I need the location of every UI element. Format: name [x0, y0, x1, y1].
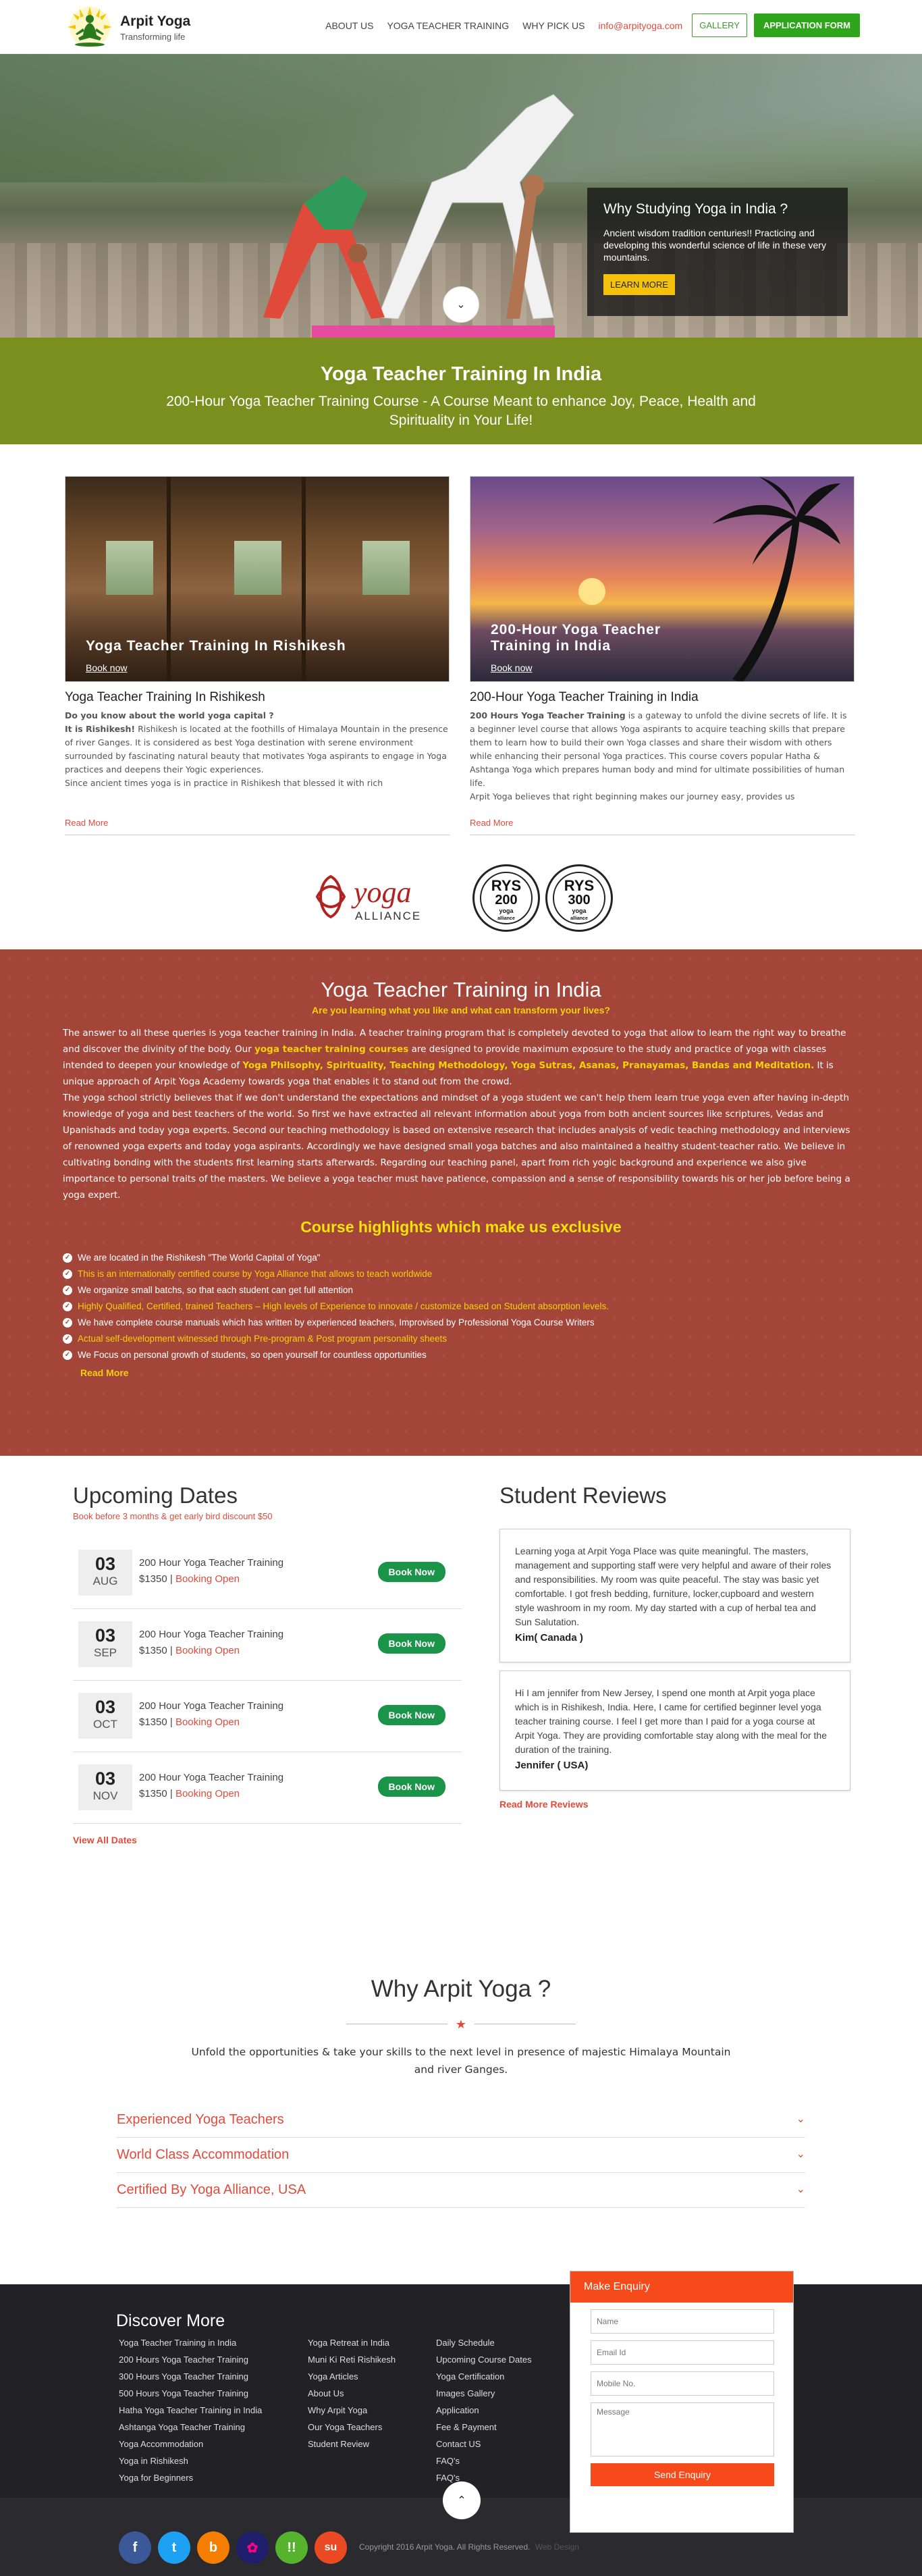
highlight-text: We Focus on personal growth of students, so open yourself for countless opportunities	[78, 1350, 427, 1360]
application-form-button[interactable]: APPLICATION FORM	[754, 14, 860, 37]
check-icon: ✓	[63, 1350, 72, 1360]
check-icon: ✓	[63, 1253, 72, 1263]
accordion-accommodation[interactable]	[117, 2138, 805, 2173]
why-arpit-yoga	[0, 1915, 922, 2284]
nav-email-link[interactable]: info@arpityoga.com	[598, 20, 683, 31]
learn-more-button[interactable]: LEARN MORE	[603, 274, 675, 295]
highlight-item	[63, 1282, 859, 1298]
footer-link[interactable]: Yoga Retreat in India	[308, 2338, 389, 2348]
footer-link[interactable]: 500 Hours Yoga Teacher Training	[119, 2388, 249, 2398]
rys-org: yoga	[499, 908, 514, 914]
date-badge	[78, 1764, 132, 1810]
training-banner	[0, 338, 922, 444]
date-day: 03	[94, 1625, 116, 1646]
section-paragraph	[63, 1025, 859, 1203]
nav-yoga-teacher-training[interactable]: YOGA TEACHER TRAINING	[387, 20, 510, 31]
accordion-label: Experienced Yoga Teachers	[117, 2112, 284, 2127]
card-question: Do you know about the world yoga capital ?	[65, 710, 274, 720]
footer-link[interactable]: Yoga in Rishikesh	[119, 2456, 188, 2466]
book-now-link[interactable]: Book now	[86, 662, 128, 673]
date-badge	[78, 1550, 132, 1596]
rys-org-sub: alliance	[497, 916, 515, 921]
highlight-item	[63, 1298, 859, 1315]
book-now-button[interactable]: Book Now	[378, 1705, 445, 1725]
date-row	[73, 1681, 462, 1752]
section-question: Are you learning what you like and what can transform your lives?	[312, 1005, 610, 1016]
check-icon: ✓	[63, 1318, 72, 1328]
footer-link[interactable]: Contact US	[436, 2439, 481, 2449]
highlight-item	[63, 1315, 859, 1331]
booking-status: Booking Open	[175, 1788, 240, 1799]
footer-link[interactable]: FAQ's	[436, 2473, 460, 2483]
booking-status: Booking Open	[175, 1716, 240, 1728]
footer-links-col-2	[308, 2334, 396, 2452]
site-footer	[0, 2281, 922, 2498]
course-name: 200 Hour Yoga Teacher Training	[139, 1557, 284, 1569]
ytt-india-section	[0, 949, 922, 1456]
footer-links-col-3	[436, 2334, 532, 2486]
card-text: is a gateway to unfold the divine secrets of life. It is a beginner level course that allows Yoga aspirants to acquire teaching skills that prepare them to learn how to build their own Yoga classes and share their wisdom with others while enhancing their personal Yoga practices. This course covers popular Hatha & Ashtanga Yoga which prepares human body and mind for ultimate possibilities of human life.	[470, 710, 847, 788]
enquiry-form	[570, 2271, 794, 2533]
read-more-reviews-link[interactable]: Read More Reviews	[499, 1799, 589, 1810]
check-icon: ✓	[63, 1269, 72, 1279]
sunset-palm-image	[470, 476, 855, 682]
course-price: $1350	[139, 1716, 167, 1728]
banner-title: Yoga Teacher Training In India	[320, 363, 602, 385]
footer-link[interactable]: Why Arpit Yoga	[308, 2405, 368, 2415]
check-icon: ✓	[63, 1302, 72, 1311]
star-icon: ★	[455, 2018, 467, 2031]
back-to-top-icon[interactable]: ⌃	[443, 2481, 481, 2519]
card-caption: Yoga Teacher Training In Rishikesh	[86, 638, 346, 654]
accordion-label: World Class Accommodation	[117, 2147, 290, 2162]
svg-text:ALLIANCE: ALLIANCE	[355, 910, 422, 922]
date-info: 200 Hour Yoga Teacher Training $1350 | Booking Open	[139, 1555, 283, 1587]
highlight-text: We have complete course manuals which has written by experienced teachers, Improvised by Professional Yoga Course Writers	[78, 1317, 595, 1328]
rys-label: RYS	[491, 877, 522, 894]
highlight-text: We are located in the Rishikesh "The World Capital of Yoga"	[78, 1253, 321, 1263]
social-links	[119, 2531, 347, 2564]
date-row	[73, 1752, 462, 1824]
card-heading: Yoga Teacher Training In Rishikesh	[65, 690, 265, 704]
rys-org-sub: alliance	[570, 916, 588, 921]
copyright	[359, 2542, 579, 2552]
card-text: Rishikesh is located at the foothills of Himalaya Mountain in the presence of river Ganges. It is considered as best Yoga destination with serene environment surrounded by fascinating natural beauty that motivates Yoga aspirants to engage in Yoga practices and deepens their Yogic experiences.	[65, 724, 448, 774]
booking-status: Booking Open	[175, 1573, 240, 1585]
rys-label: RYS	[564, 877, 595, 894]
footer-link[interactable]: Yoga for Beginners	[119, 2473, 194, 2483]
date-info: 200 Hour Yoga Teacher Training $1350 | Booking Open	[139, 1627, 283, 1659]
date-month: OCT	[93, 1718, 117, 1731]
date-badge	[78, 1693, 132, 1739]
footer-link[interactable]: 200 Hours Yoga Teacher Training	[119, 2355, 249, 2365]
nav-why-pick-us[interactable]: WHY PICK US	[522, 20, 585, 31]
footer-link[interactable]: Yoga Certification	[436, 2371, 505, 2382]
course-price: $1350	[139, 1788, 167, 1799]
yoga-alliance-logo-icon	[310, 863, 455, 930]
brand-tagline: Transforming life	[120, 32, 186, 42]
hero-box-text: Ancient wisdom tradition centuries!! Practicing and developing this wonderful science of life in these very mountains.	[603, 228, 826, 263]
check-icon: ✓	[63, 1334, 72, 1344]
chevron-down-icon: ⌄	[796, 2184, 805, 2195]
book-now-button[interactable]: Book Now	[378, 1633, 445, 1654]
course-price: $1350	[139, 1573, 167, 1585]
ytt-courses-link[interactable]: yoga teacher training courses	[254, 1044, 409, 1055]
star-divider	[346, 2018, 576, 2031]
nav-about-us[interactable]: ABOUT US	[325, 20, 374, 31]
footer-link[interactable]: Images Gallery	[436, 2388, 495, 2398]
highlight-text: This is an internationally certified course by Yoga Alliance that allows to teach worldwide	[78, 1269, 433, 1279]
site-header	[0, 0, 922, 54]
footer-link[interactable]: Yoga Teacher Training in India	[119, 2338, 237, 2348]
card-lead: 200 Hours Yoga Teacher Training	[470, 710, 626, 720]
card-heading: 200-Hour Yoga Teacher Training in India	[470, 690, 699, 704]
window	[362, 541, 410, 595]
date-info: 200 Hour Yoga Teacher Training $1350 | Booking Open	[139, 1698, 283, 1731]
date-row	[73, 1537, 462, 1609]
review-author: Jennifer ( USA)	[515, 1760, 589, 1771]
rys-200-badge-icon	[472, 864, 540, 932]
footer-link[interactable]: Yoga Accommodation	[119, 2439, 204, 2449]
accordion-experienced-teachers[interactable]	[117, 2103, 805, 2138]
card-lead: It is Rishikesh!	[65, 724, 136, 734]
course-price: $1350	[139, 1645, 167, 1656]
card-text-2: Arpit Yoga believes that right beginning makes our journey easy, provides us	[470, 791, 795, 801]
highlight-text: Actual self-development witnessed through Pre-program & Post program personality sheets	[78, 1334, 448, 1344]
date-month: NOV	[92, 1789, 118, 1802]
course-name: 200 Hour Yoga Teacher Training	[139, 1629, 284, 1640]
para-text: The answer to all these queries is yoga teacher training in India. A teacher training program that is completely devoted to yoga that allow to learn the right way to breathe and discover the divinity of the body. Our	[63, 1028, 846, 1055]
highlight-item	[63, 1266, 859, 1282]
message-input[interactable]	[591, 2402, 774, 2456]
footer-link[interactable]: 300 Hours Yoga Teacher Training	[119, 2371, 249, 2382]
accordion-certified[interactable]	[117, 2173, 805, 2208]
send-enquiry-button[interactable]: Send Enquiry	[591, 2463, 774, 2486]
card-text-2: Since ancient times yoga is in practice in Rishikesh that blessed it with rich	[65, 778, 383, 788]
blogger-icon[interactable]: b	[197, 2531, 229, 2564]
flickr-icon[interactable]: ✿	[236, 2531, 269, 2564]
footer-links-col-1	[119, 2334, 262, 2486]
card-body	[65, 709, 450, 817]
course-name: 200 Hour Yoga Teacher Training	[139, 1772, 284, 1783]
dates-reviews-section	[0, 1456, 922, 1915]
main-nav	[325, 14, 860, 37]
chevron-down-icon: ⌄	[796, 2113, 805, 2125]
why-text: Unfold the opportunities & take your skills to the next level in presence of majestic Himalaya Mountain and river Ganges.	[191, 2046, 731, 2076]
date-day: 03	[94, 1697, 116, 1717]
book-now-button[interactable]: Book Now	[378, 1777, 445, 1797]
email-input[interactable]	[591, 2340, 774, 2365]
student-reviews	[499, 1483, 850, 1811]
accordion-label: Certified By Yoga Alliance, USA	[117, 2182, 306, 2197]
enquiry-title: Make Enquiry	[570, 2271, 793, 2303]
review-card	[499, 1671, 850, 1791]
footer-title: Discover More	[116, 2311, 225, 2330]
accreditation-logos	[0, 849, 922, 949]
book-now-link[interactable]: Book now	[491, 662, 533, 673]
rys-hours: 200	[495, 893, 518, 908]
course-name: 200 Hour Yoga Teacher Training	[139, 1700, 284, 1712]
read-more-link[interactable]: Read More	[470, 818, 514, 828]
rys-300-badge-icon	[545, 864, 613, 932]
footer-link[interactable]: Ashtanga Yoga Teacher Training	[119, 2422, 245, 2432]
banner-subtitle: 200-Hour Yoga Teacher Training Course - A Course Meant to enhance Joy, Peace, Health and Spirituality in Your Life!	[166, 394, 756, 428]
card-body	[470, 709, 855, 817]
scroll-down-icon[interactable]: ⌄	[443, 286, 479, 323]
stumbleupon-icon[interactable]: su	[315, 2531, 347, 2564]
gallery-button[interactable]: GALLERY	[692, 14, 747, 37]
highlight-text: Highly Qualified, Certified, trained Teachers – High levels of Experience to innovate / customize based on Student absorption levels.	[78, 1301, 609, 1311]
highlight-item	[63, 1331, 859, 1347]
para-text: are designed to provide maximum exposure to the study and practice of yoga with classes intended to deepen your knowledge of	[63, 1044, 827, 1071]
hero-box-title: Why Studying Yoga in India ?	[603, 201, 788, 217]
footer-link[interactable]: Student Review	[308, 2439, 370, 2449]
dates-title: Upcoming Dates	[73, 1483, 238, 1508]
highlights-list	[63, 1250, 859, 1363]
why-title: Why Arpit Yoga ?	[371, 1976, 551, 2002]
footer-link[interactable]: Hatha Yoga Teacher Training in India	[119, 2405, 263, 2415]
twitter-icon[interactable]: t	[158, 2531, 190, 2564]
window	[106, 541, 153, 595]
footer-link[interactable]: Our Yoga Teachers	[308, 2422, 383, 2432]
card-200-hour	[470, 476, 855, 835]
date-info: 200 Hour Yoga Teacher Training $1350 | Booking Open	[139, 1770, 283, 1802]
early-bird-note: Book before 3 months & get early bird discount $50	[73, 1511, 273, 1521]
highlight-item	[63, 1347, 859, 1363]
copyright-text: Copyright 2016 Arpit Yoga. All Rights Reserved.	[359, 2542, 531, 2552]
read-more-link[interactable]: Read More	[65, 818, 109, 828]
window	[234, 541, 281, 595]
reviews-title: Student Reviews	[499, 1483, 667, 1508]
mobile-input[interactable]	[591, 2371, 774, 2396]
card-rishikesh	[65, 476, 450, 835]
date-row	[73, 1609, 462, 1681]
rys-hours: 300	[568, 893, 591, 908]
date-month: SEP	[93, 1646, 117, 1659]
sun	[578, 578, 605, 605]
book-now-button[interactable]: Book Now	[378, 1562, 445, 1582]
view-all-dates-link[interactable]: View All Dates	[73, 1835, 137, 1845]
credit-link[interactable]: Web Design	[535, 2542, 579, 2552]
para-text: The yoga school strictly believes that if we don't understand the expectations and mindset of a yoga student we can't help them learn true yoga even after having in-depth knowledge of yoga and best teachers of the world. So first we have extracted all relevant information about yoga from both ancient sources like scriptures, Vedas and Upanishads and today yoga experts. Second our teaching methodology is based on extensive research that includes analysis of vedic teaching methodology and interviews of renowned yoga experts and today yoga aspirants. Accordingly we have designed small yoga batches and also maintained a healthy student-teacher ratio. We believe in cultivating bonding with the students first learning starts afterwards. Regarding our teaching panel, apart from rich yogic background and experience we also give importance to personal traits of the masters. We believe a yoga teacher must have patience, compassion and a sense of responsibility towards his or her job before being a yoga expert.	[63, 1093, 850, 1201]
date-day: 03	[94, 1554, 116, 1574]
why-accordion	[117, 2103, 805, 2208]
footer-link[interactable]: Daily Schedule	[436, 2338, 495, 2348]
highlight-text: We organize small batchs, so that each student can get full attention	[78, 1285, 353, 1295]
review-card	[499, 1529, 850, 1662]
footer-link[interactable]: FAQ's	[436, 2456, 460, 2466]
card-caption: 200-Hour Yoga Teacher Training in India	[491, 622, 661, 654]
name-input[interactable]	[591, 2309, 774, 2334]
footer-link[interactable]: Fee & Payment	[436, 2422, 497, 2432]
yoga-mat	[312, 325, 555, 338]
footer-link[interactable]: Application	[436, 2405, 479, 2415]
highlights-title: Course highlights which make us exclusive	[300, 1218, 622, 1236]
svg-text:yoga: yoga	[354, 876, 412, 909]
facebook-icon[interactable]: f	[119, 2531, 151, 2564]
section-title: Yoga Teacher Training in India	[321, 978, 601, 1001]
course-cards	[0, 444, 922, 849]
review-author: Kim( Canada )	[515, 1632, 583, 1644]
read-more-link[interactable]: Read More	[80, 1367, 129, 1378]
upcoming-dates	[73, 1483, 462, 1845]
check-icon: ✓	[63, 1286, 72, 1295]
highlight-item	[63, 1250, 859, 1266]
footer-link[interactable]: About Us	[308, 2388, 344, 2398]
review-text: Hi I am jennifer from New Jersey, I spend one month at Arpit yoga place which is in Rishikesh, India. Here, I came for certified beginner level yoga teacher training course. I feel I get more than I paid for a yoga course at Arpit Yoga. They are providing comfortable stay along with the meal for the duration of the training.	[515, 1687, 828, 1755]
meditation-logo-icon	[65, 4, 115, 51]
yoga-pose-figure-green	[250, 128, 398, 324]
rishikesh-hall-image	[65, 476, 450, 682]
para-highlight: Yoga Philsophy, Spirituality, Teaching Methodology, Yoga Sutras, Asanas, Pranayamas, Bandas and Meditation.	[242, 1060, 815, 1071]
date-badge	[78, 1621, 132, 1667]
date-day: 03	[94, 1768, 116, 1789]
hero-info-box	[587, 188, 848, 316]
footer-link[interactable]: Yoga Articles	[308, 2371, 358, 2382]
booking-status: Booking Open	[175, 1645, 240, 1656]
brand-name: Arpit Yoga	[120, 14, 191, 29]
review-text: Learning yoga at Arpit Yoga Place was quite meaningful. The masters, management and supporting staff were very helpful and aware of their roles and responsibilities. My room was quite peaceful. The stay was basic yet comfortable. I got fresh bedding, furniture, locker,cupboard and western style washroom in my room. My day started with a cup of herbal tea and Sun Salutation.	[515, 1546, 832, 1627]
footer-link[interactable]: Muni Ki Reti Rishikesh	[308, 2355, 396, 2365]
palm-tree-icon	[692, 477, 840, 682]
yelp-icon[interactable]: !!	[275, 2531, 308, 2564]
para-text: It is unique approach of Arpit Yoga Academy towards yoga that enables it to stand out from the crowd.	[63, 1060, 834, 1087]
logo[interactable]	[65, 4, 190, 51]
footer-link[interactable]: Upcoming Course Dates	[436, 2355, 532, 2365]
rys-org: yoga	[572, 908, 587, 914]
date-month: AUG	[92, 1575, 118, 1587]
chevron-down-icon: ⌄	[796, 2149, 805, 2160]
